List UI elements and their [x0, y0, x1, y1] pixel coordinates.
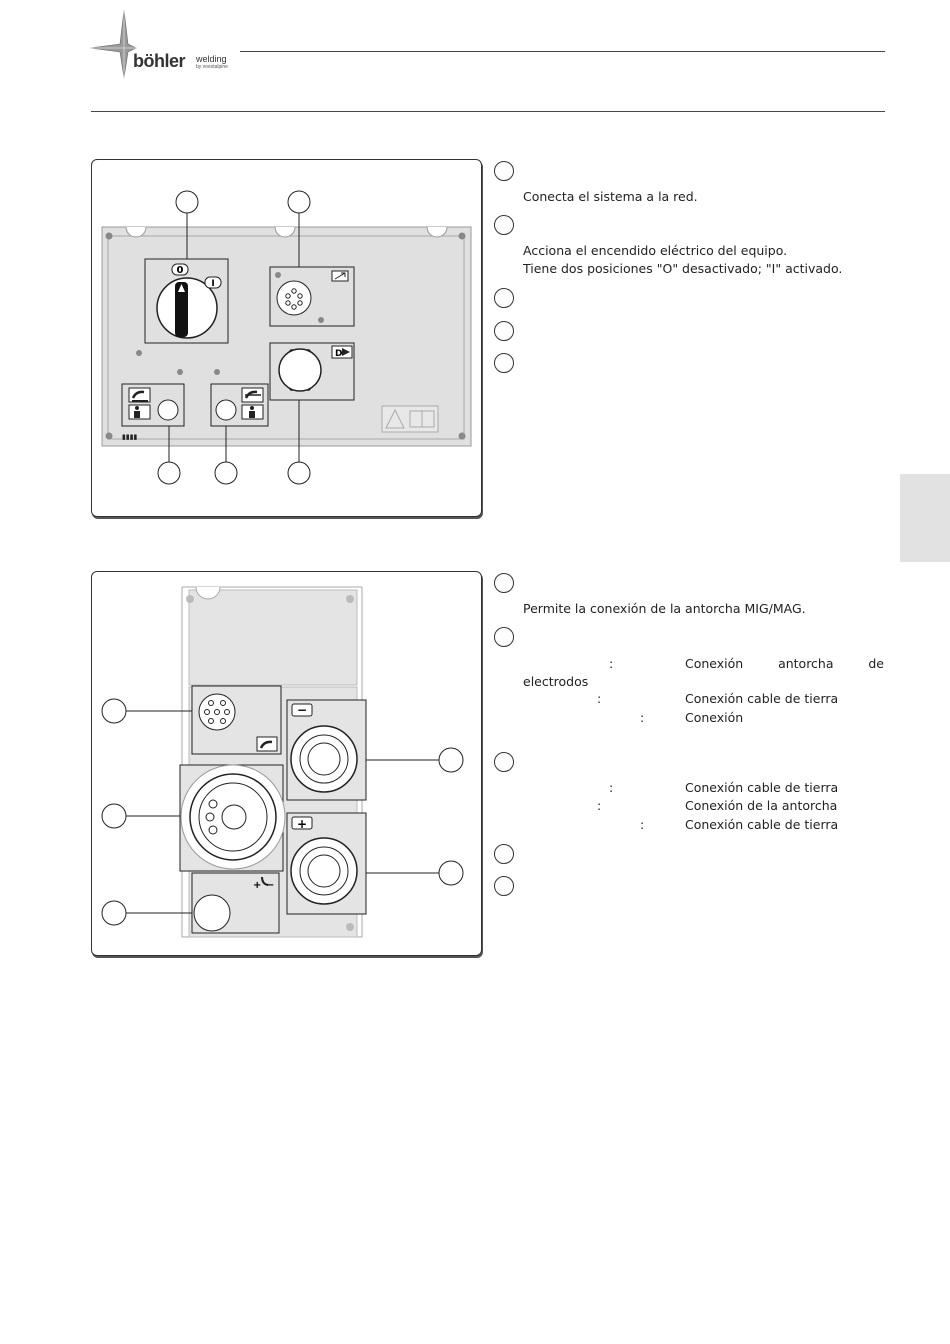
svg-text:D: D: [335, 349, 343, 359]
item-marker-4: [494, 321, 514, 341]
item-marker-3: [494, 288, 514, 308]
row-6-description: Conexión cable de tierra: [685, 817, 839, 832]
item-marker-9: [494, 844, 514, 864]
row-5-description: Conexión de la antorcha: [685, 798, 838, 813]
item-marker-5: [494, 353, 514, 373]
negative-socket-label: −: [296, 703, 308, 717]
header-rule-top: [240, 51, 885, 52]
item-2-description-line-2: Tiene dos posiciones "O" desactivado; "I" activado.: [523, 261, 843, 276]
svg-text:−: −: [266, 880, 275, 891]
row-1-description-cont: electrodos: [523, 674, 589, 689]
row-1-colon: :: [609, 656, 614, 671]
item-marker-10: [494, 876, 514, 896]
brand-subtitle: welding: [196, 54, 227, 64]
svg-text:▮▮▮▮: ▮▮▮▮: [122, 433, 138, 441]
item-marker-8: [494, 752, 514, 772]
brand-name: böhler: [133, 51, 186, 71]
switch-off-label: 0: [176, 265, 184, 276]
row-5-colon: :: [597, 798, 602, 813]
connections-panel-drawing: [92, 572, 481, 955]
brand-tagline: by voestalpine: [196, 64, 228, 70]
item-marker-6: [494, 573, 514, 593]
switch-on-label: I: [211, 279, 215, 289]
logo-star-icon: [88, 8, 138, 80]
row-4-description: Conexión cable de tierra: [685, 780, 839, 795]
row-2-colon: :: [597, 691, 602, 706]
row-1-description: Conexión antorcha de: [685, 656, 884, 671]
row-3-colon: :: [640, 710, 645, 725]
front-panel-drawing: [92, 160, 481, 516]
row-6-colon: :: [640, 817, 645, 832]
item-marker-2: [494, 215, 514, 235]
chapter-tab: [900, 474, 950, 562]
item-marker-7: [494, 627, 514, 647]
row-4-colon: :: [609, 780, 614, 795]
connections-panel-figure: [91, 571, 482, 956]
header-rule-bottom: [91, 111, 885, 112]
item-1-description: Conecta el sistema a la red.: [523, 189, 698, 204]
svg-text:+: +: [253, 880, 262, 891]
row-3-description: Conexión: [685, 710, 744, 725]
positive-socket-label: +: [296, 817, 308, 831]
item-6-description: Permite la conexión de la antorcha MIG/MAG.: [523, 601, 806, 616]
item-2-description-line-1: Acciona el encendido eléctrico del equipo.: [523, 243, 788, 258]
front-panel-figure: [91, 159, 482, 517]
row-2-description: Conexión cable de tierra: [685, 691, 839, 706]
item-marker-1: [494, 161, 514, 181]
